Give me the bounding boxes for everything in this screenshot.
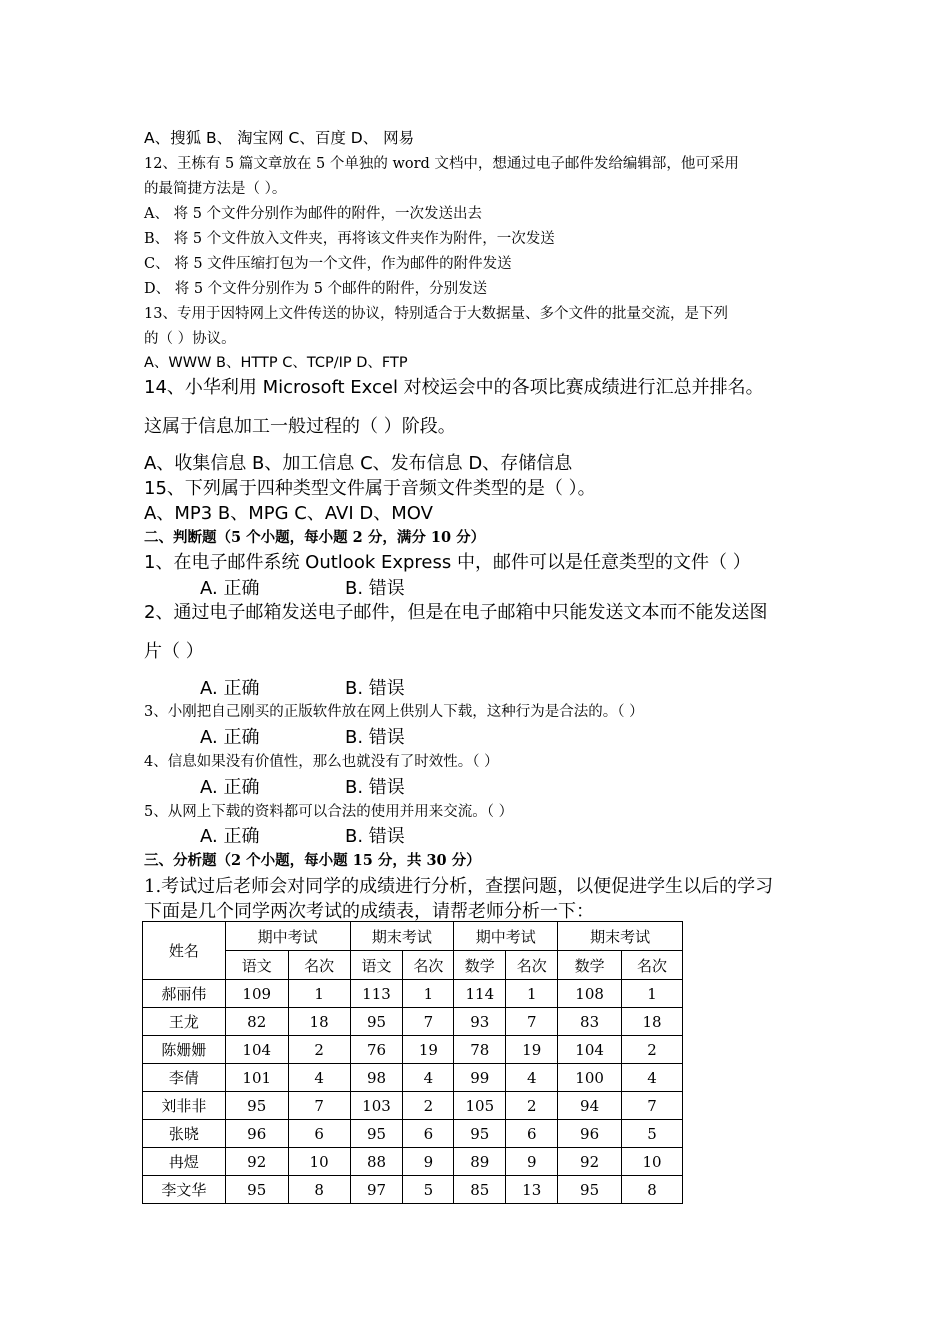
score-cell: 4 <box>403 1064 454 1092</box>
table-row <box>143 980 683 1008</box>
score-cell: 1 <box>506 980 558 1008</box>
table-row <box>143 1120 683 1148</box>
tf-q4-text: 4、信息如果没有价值性，那么也就没有了时效性。（ ） <box>144 754 499 770</box>
score-cell: 83 <box>558 1008 622 1036</box>
score-cell: 93 <box>454 1008 506 1036</box>
q12-text-cont: 的最简捷方法是（ ）。 <box>144 181 287 197</box>
score-cell: 9 <box>403 1148 454 1176</box>
score-cell: 1 <box>288 980 350 1008</box>
score-cell: 13 <box>506 1176 558 1204</box>
q13-options: A、WWW B、HTTP C、TCP/IP D、FTP <box>144 355 408 371</box>
tf-q5-text: 5、从网上下载的资料都可以合法的使用并用来交流。（ ） <box>144 804 514 820</box>
score-cell: 10 <box>622 1148 683 1176</box>
score-cell: 4 <box>622 1064 683 1092</box>
table-row <box>143 1148 683 1176</box>
score-cell: 2 <box>506 1092 558 1120</box>
score-cell: 89 <box>454 1148 506 1176</box>
tf-q1-option-b: B. 错误 <box>345 578 405 599</box>
score-cell: 95 <box>454 1120 506 1148</box>
student-name-cell: 李文华 <box>143 1176 226 1204</box>
sub-header: 名次 <box>288 951 350 980</box>
score-cell: 19 <box>403 1036 454 1064</box>
score-cell: 2 <box>288 1036 350 1064</box>
score-cell: 78 <box>454 1036 506 1064</box>
tf-q4-option-b: B. 错误 <box>345 777 405 798</box>
score-cell: 103 <box>350 1092 403 1120</box>
score-cell: 8 <box>288 1176 350 1204</box>
score-cell: 88 <box>350 1148 403 1176</box>
score-cell: 113 <box>350 980 403 1008</box>
table-row <box>143 1092 683 1120</box>
score-cell: 109 <box>225 980 288 1008</box>
score-cell: 4 <box>506 1064 558 1092</box>
score-cell: 95 <box>558 1176 622 1204</box>
score-cell: 5 <box>403 1176 454 1204</box>
score-cell: 104 <box>225 1036 288 1064</box>
group-header: 期末考试 <box>350 922 454 951</box>
q14-options: A、收集信息 B、加工信息 C、发布信息 D、存储信息 <box>144 453 573 474</box>
score-cell: 96 <box>225 1120 288 1148</box>
score-table <box>142 921 683 1204</box>
score-cell: 99 <box>454 1064 506 1092</box>
score-cell: 95 <box>225 1176 288 1204</box>
score-cell: 82 <box>225 1008 288 1036</box>
score-cell: 1 <box>403 980 454 1008</box>
score-cell: 18 <box>622 1008 683 1036</box>
student-name-cell: 张晓 <box>143 1120 226 1148</box>
q14-text-cont: 这属于信息加工一般过程的（ ）阶段。 <box>144 416 456 437</box>
score-cell: 6 <box>403 1120 454 1148</box>
section-3-heading: 三、分析题（2 个小题，每小题 15 分，共 30 分） <box>144 852 481 869</box>
score-cell: 108 <box>558 980 622 1008</box>
tf-q3-option-a: A. 正确 <box>200 727 260 748</box>
tf-q3-options <box>0 723 950 747</box>
score-cell: 98 <box>350 1064 403 1092</box>
score-cell: 5 <box>622 1120 683 1148</box>
sub-header: 数学 <box>558 951 622 980</box>
sub-header: 语文 <box>225 951 288 980</box>
tf-q2-text: 2、通过电子邮箱发送电子邮件，但是在电子邮箱中只能发送文本而不能发送图 <box>144 602 768 623</box>
table-row <box>143 1176 683 1204</box>
score-cell: 94 <box>558 1092 622 1120</box>
score-cell: 96 <box>558 1120 622 1148</box>
q15-text: 15、下列属于四种类型文件属于音频文件类型的是（ ）。 <box>144 478 596 499</box>
sub-header: 名次 <box>506 951 558 980</box>
score-cell: 2 <box>622 1036 683 1064</box>
q12-option-b: B、 将 5 个文件放入文件夹，再将该文件夹作为附件，一次发送 <box>144 231 555 247</box>
sub-header: 名次 <box>622 951 683 980</box>
score-cell: 19 <box>506 1036 558 1064</box>
score-cell: 6 <box>288 1120 350 1148</box>
q14-text: 14、小华利用 Microsoft Excel 对校运会中的各项比赛成绩进行汇总并排名。 <box>144 377 764 398</box>
tf-q2-option-b: B. 错误 <box>345 678 405 699</box>
sub-header: 数学 <box>454 951 506 980</box>
table-row <box>143 1064 683 1092</box>
tf-q2-options <box>0 674 950 698</box>
student-name-cell: 陈姗姗 <box>143 1036 226 1064</box>
score-cell: 104 <box>558 1036 622 1064</box>
tf-q3-text: 3、小刚把自己刚买的正版软件放在网上供别人下载，这种行为是合法的。（ ） <box>144 704 644 720</box>
q15-options: A、MP3 B、MPG C、AVI D、MOV <box>144 503 433 524</box>
name-header: 姓名 <box>143 922 226 980</box>
group-header: 期中考试 <box>225 922 350 951</box>
table-row <box>143 1008 683 1036</box>
sub-header: 名次 <box>403 951 454 980</box>
score-cell: 100 <box>558 1064 622 1092</box>
q12-option-d: D、 将 5 个文件分别作为 5 个邮件的附件，分别发送 <box>144 281 488 297</box>
score-cell: 7 <box>288 1092 350 1120</box>
group-header: 期末考试 <box>558 922 683 951</box>
group-header: 期中考试 <box>454 922 558 951</box>
analysis-q1-text: 1.考试过后老师会对同学的成绩进行分析，查摆问题，以便促进学生以后的学习 <box>144 876 774 897</box>
tf-q4-options <box>0 773 950 797</box>
score-cell: 7 <box>506 1008 558 1036</box>
score-cell: 114 <box>454 980 506 1008</box>
q11-options: A、搜狐 B、 淘宝网 C、百度 D、 网易 <box>144 129 415 147</box>
score-cell: 9 <box>506 1148 558 1176</box>
analysis-q1-text-cont: 下面是几个同学两次考试的成绩表，请帮老师分析一下： <box>144 901 594 922</box>
tf-q3-option-b: B. 错误 <box>345 727 405 748</box>
q12-option-c: C、 将 5 文件压缩打包为一个文件，作为邮件的附件发送 <box>144 256 512 272</box>
tf-q1-option-a: A. 正确 <box>200 578 260 599</box>
score-cell: 95 <box>350 1008 403 1036</box>
student-name-cell: 刘非非 <box>143 1092 226 1120</box>
score-cell: 92 <box>225 1148 288 1176</box>
score-cell: 10 <box>288 1148 350 1176</box>
table-row <box>143 1036 683 1064</box>
score-cell: 4 <box>288 1064 350 1092</box>
q13-text: 13、专用于因特网上文件传送的协议，特别适合于大数据量、多个文件的批量交流，是下列 <box>144 306 728 322</box>
table-header-row <box>143 922 683 951</box>
student-name-cell: 郝丽伟 <box>143 980 226 1008</box>
score-cell: 7 <box>622 1092 683 1120</box>
tf-q2-text-cont: 片（ ） <box>144 641 204 662</box>
section-2-heading: 二、判断题（5 个小题，每小题 2 分，满分 10 分） <box>144 529 486 546</box>
tf-q1-text: 1、在电子邮件系统 Outlook Express 中，邮件可以是任意类型的文件（ ） <box>144 552 751 573</box>
score-cell: 1 <box>622 980 683 1008</box>
tf-q5-option-a: A. 正确 <box>200 826 260 847</box>
score-cell: 97 <box>350 1176 403 1204</box>
score-cell: 85 <box>454 1176 506 1204</box>
score-cell: 95 <box>350 1120 403 1148</box>
student-name-cell: 冉煜 <box>143 1148 226 1176</box>
tf-q1-options <box>0 574 950 598</box>
score-cell: 6 <box>506 1120 558 1148</box>
tf-q2-option-a: A. 正确 <box>200 678 260 699</box>
score-cell: 76 <box>350 1036 403 1064</box>
score-cell: 95 <box>225 1092 288 1120</box>
sub-header: 语文 <box>350 951 403 980</box>
tf-q5-option-b: B. 错误 <box>345 826 405 847</box>
tf-q5-options <box>0 822 950 846</box>
student-name-cell: 李倩 <box>143 1064 226 1092</box>
score-cell: 7 <box>403 1008 454 1036</box>
q13-text-cont: 的（ ）协议。 <box>144 331 236 347</box>
score-cell: 8 <box>622 1176 683 1204</box>
score-cell: 92 <box>558 1148 622 1176</box>
student-name-cell: 王龙 <box>143 1008 226 1036</box>
score-cell: 2 <box>403 1092 454 1120</box>
score-cell: 105 <box>454 1092 506 1120</box>
q12-text: 12、王栋有 5 篇文章放在 5 个单独的 word 文档中，想通过电子邮件发给编辑部，他可采用 <box>144 156 739 172</box>
q12-option-a: A、 将 5 个文件分别作为邮件的附件，一次发送出去 <box>144 206 483 222</box>
score-cell: 18 <box>288 1008 350 1036</box>
tf-q4-option-a: A. 正确 <box>200 777 260 798</box>
score-cell: 101 <box>225 1064 288 1092</box>
